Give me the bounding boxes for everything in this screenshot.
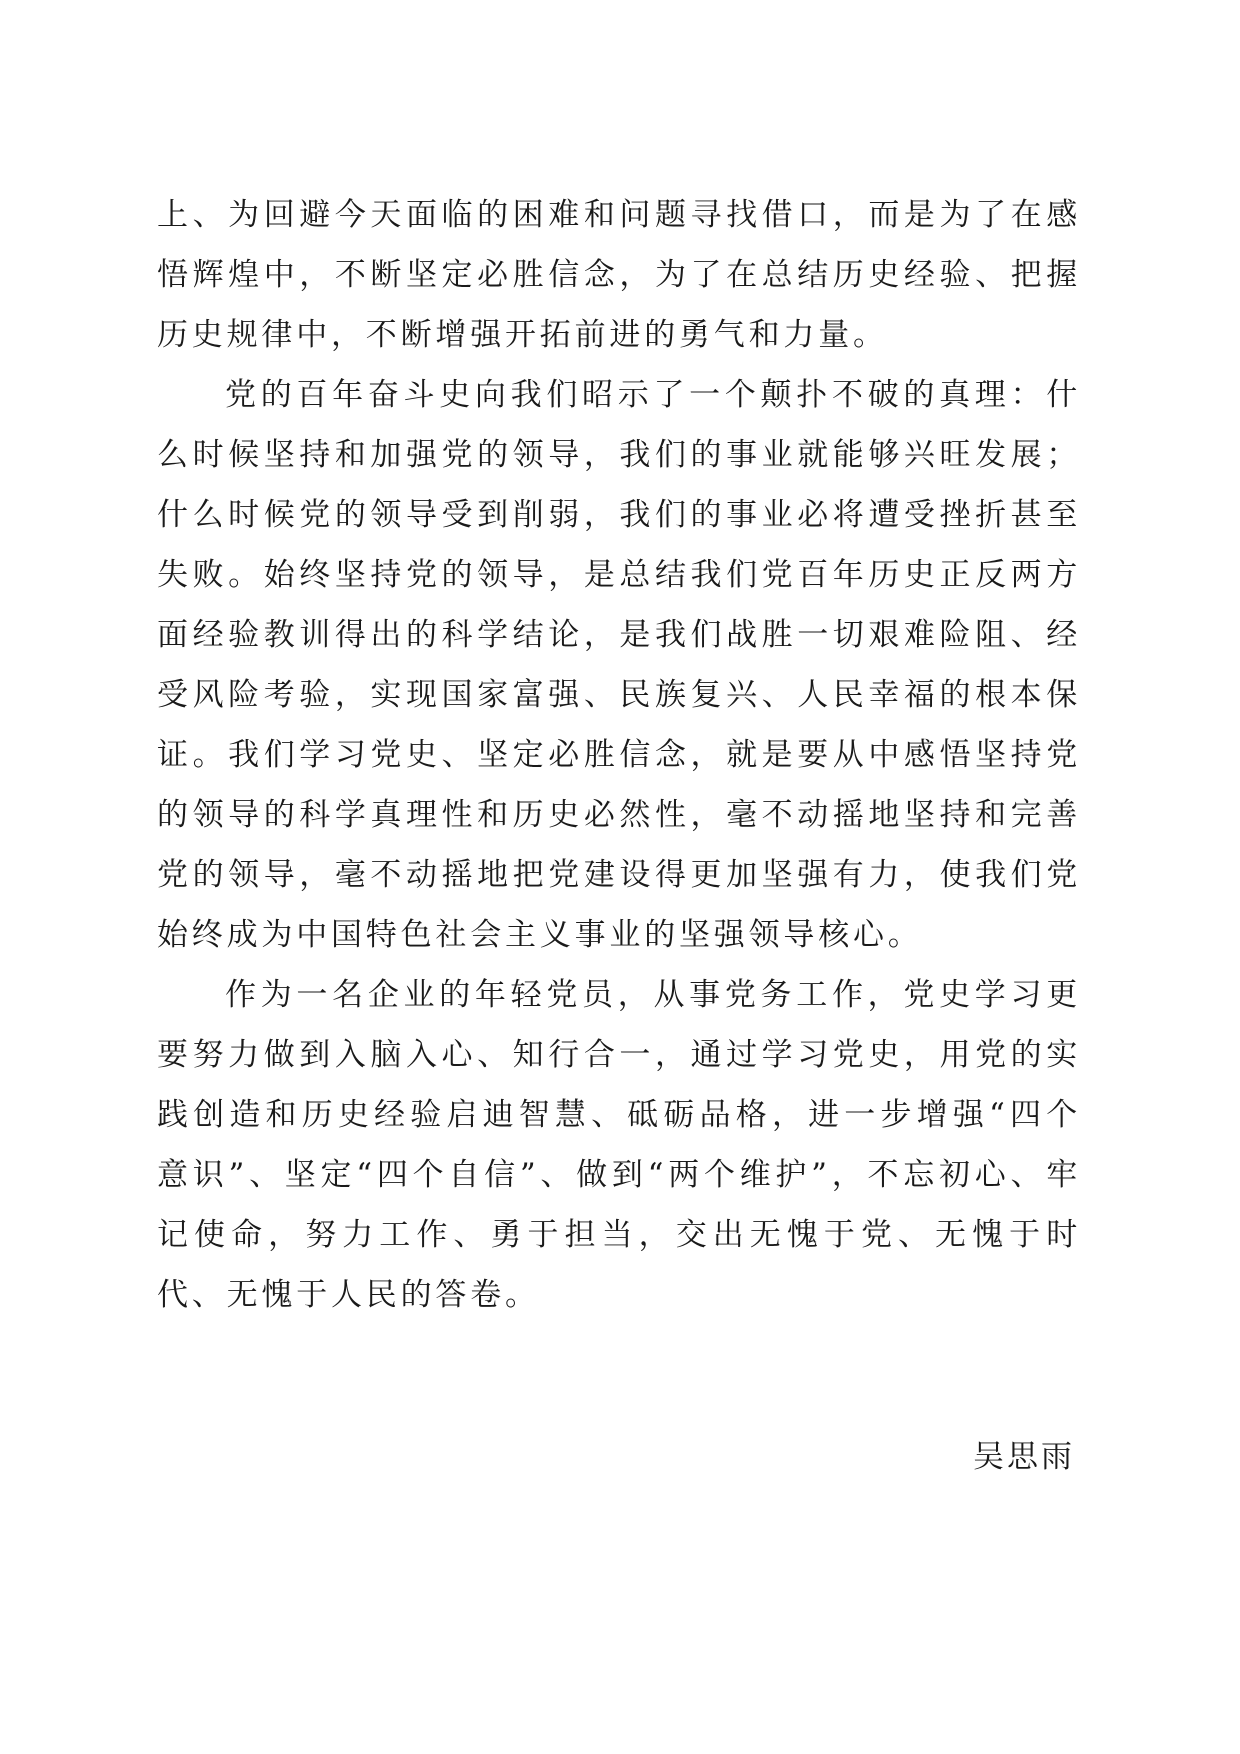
paragraph-party-leadership: 党的百年奋斗史向我们昭示了一个颠扑不破的真理：什么时候坚持和加强党的领导，我们的事业就能够兴旺发展；什么时候党的领导受到削弱，我们的事业必将遭受挫折甚至失败。始终坚持党的领导，是总结我们党百年历史正反两方面经验教训得出的科学结论，是我们战胜一切艰难险阻、经受风险考验，实现国家富强、民族复兴、人民幸福的根本保证。我们学习党史、坚定必胜信念，就是要从中感悟坚持党的领导的科学真理性和历史必然性，毫不动摇地坚持和完善党的领导，毫不动摇地把党建设得更加坚强有力，使我们党始终成为中国特色社会主义事业的坚强领导核心。	[157, 377, 1081, 953]
paragraph-continuation: 上、为回避今天面临的困难和问题寻找借口，而是为了在感悟辉煌中，不断坚定必胜信念，为了在总结历史经验、把握历史规律中，不断增强开拓前进的勇气和力量。	[157, 197, 1081, 353]
paragraph-young-member: 作为一名企业的年轻党员，从事党务工作，党史学习更要努力做到入脑入心、知行合一，通过学习党史，用党的实践创造和历史经验启迪智慧、砥砺品格，进一步增强“四个意识”、坚定“四个自信”、做到“两个维护”，不忘初心、牢记使命，努力工作、勇于担当，交出无愧于党、无愧于时代、无愧于人民的答卷。	[157, 977, 1081, 1313]
body-text	[157, 185, 1081, 1325]
author-signature: 吴思雨	[973, 1439, 1075, 1475]
